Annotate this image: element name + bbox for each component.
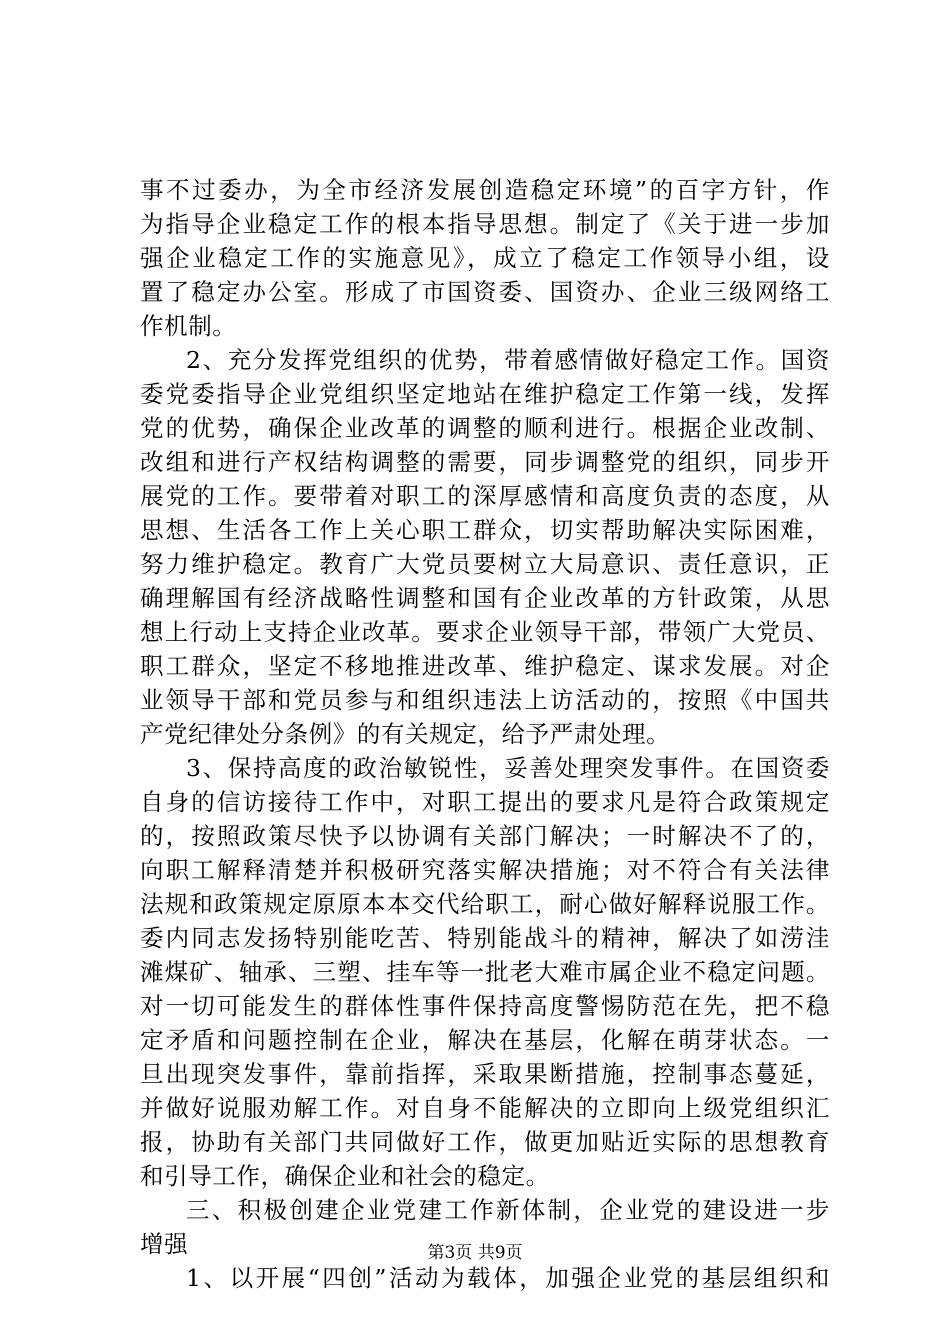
paragraph-start-line: 1、以开展“四创”活动为载体，加强企业党的基层组织和	[186, 1264, 830, 1292]
text-line: 委内同志发扬特别能吃苦、特别能战斗的精神，解决了如涝洼	[140, 924, 830, 952]
paragraph-start-line: 2、充分发挥党组织的优势，带着感情做好稳定工作。国资	[186, 346, 830, 374]
page-number-footer: 第3页 共9页	[427, 1243, 523, 1263]
text-line: 自身的信访接待工作中，对职工提出的要求凡是符合政策规定	[140, 788, 830, 816]
text-line: 产党纪律处分条例》的有关规定，给予严肃处理。	[140, 720, 671, 748]
text-line: 委党委指导企业党组织坚定地站在维护稳定工作第一线，发挥	[140, 380, 830, 408]
paragraph-start-line: 3、保持高度的政治敏锐性，妥善处理突发事件。在国资委	[186, 754, 830, 782]
text-line: 为指导企业稳定工作的根本指导思想。制定了《关于进一步加	[140, 210, 830, 238]
text-line: 改组和进行产权结构调整的需要，同步调整党的组织，同步开	[140, 448, 830, 476]
section-heading-line: 增强	[140, 1230, 189, 1258]
text-line: 业领导干部和党员参与和组织违法上访活动的，按照《中国共	[140, 686, 830, 714]
text-line: 的，按照政策尽快予以协调有关部门解决；一时解决不了的，	[140, 822, 830, 850]
text-line: 职工群众，坚定不移地推进改革、维护稳定、谋求发展。对企	[140, 652, 830, 680]
body-text	[140, 173, 830, 1295]
text-line: 事不过委办，为全市经济发展创造稳定环境”的百字方针，作	[140, 176, 830, 204]
text-line: 作机制。	[140, 312, 237, 340]
text-line: 想上行动上支持企业改革。要求企业领导干部，带领广大党员、	[140, 618, 830, 646]
text-line: 报，协助有关部门共同做好工作，做更加贴近实际的思想教育	[140, 1128, 830, 1156]
text-line: 努力维护稳定。教育广大党员要树立大局意识、责任意识，正	[140, 550, 830, 578]
text-line: 滩煤矿、轴承、三塑、挂车等一批老大难市属企业不稳定问题。	[140, 958, 830, 986]
section-heading-line: 三、积极创建企业党建工作新体制，企业党的建设进一步	[186, 1196, 830, 1224]
text-line: 展党的工作。要带着对职工的深厚感情和高度负责的态度，从	[140, 482, 830, 510]
text-line: 强企业稳定工作的实施意见》，成立了稳定工作领导小组，设	[140, 244, 830, 272]
text-line: 向职工解释清楚并积极研究落实解决措施；对不符合有关法律	[140, 856, 830, 884]
text-line: 并做好说服劝解工作。对自身不能解决的立即向上级党组织汇	[140, 1094, 830, 1122]
text-line: 置了稳定办公室。形成了市国资委、国资办、企业三级网络工	[140, 278, 830, 306]
text-line: 对一切可能发生的群体性事件保持高度警惕防范在先，把不稳	[140, 992, 830, 1020]
text-line: 法规和政策规定原原本本交代给职工，耐心做好解释说服工作。	[140, 890, 830, 918]
text-line: 思想、生活各工作上关心职工群众，切实帮助解决实际困难，	[140, 516, 830, 544]
text-line: 党的优势，确保企业改革的调整的顺利进行。根据企业改制、	[140, 414, 830, 442]
text-line: 旦出现突发事件，靠前指挥，采取果断措施，控制事态蔓延，	[140, 1060, 830, 1088]
text-line: 定矛盾和问题控制在企业，解决在基层，化解在萌芽状态。一	[140, 1026, 830, 1054]
text-line: 确理解国有经济战略性调整和国有企业改革的方针政策，从思	[140, 584, 830, 612]
text-line: 和引导工作，确保企业和社会的稳定。	[140, 1162, 550, 1190]
